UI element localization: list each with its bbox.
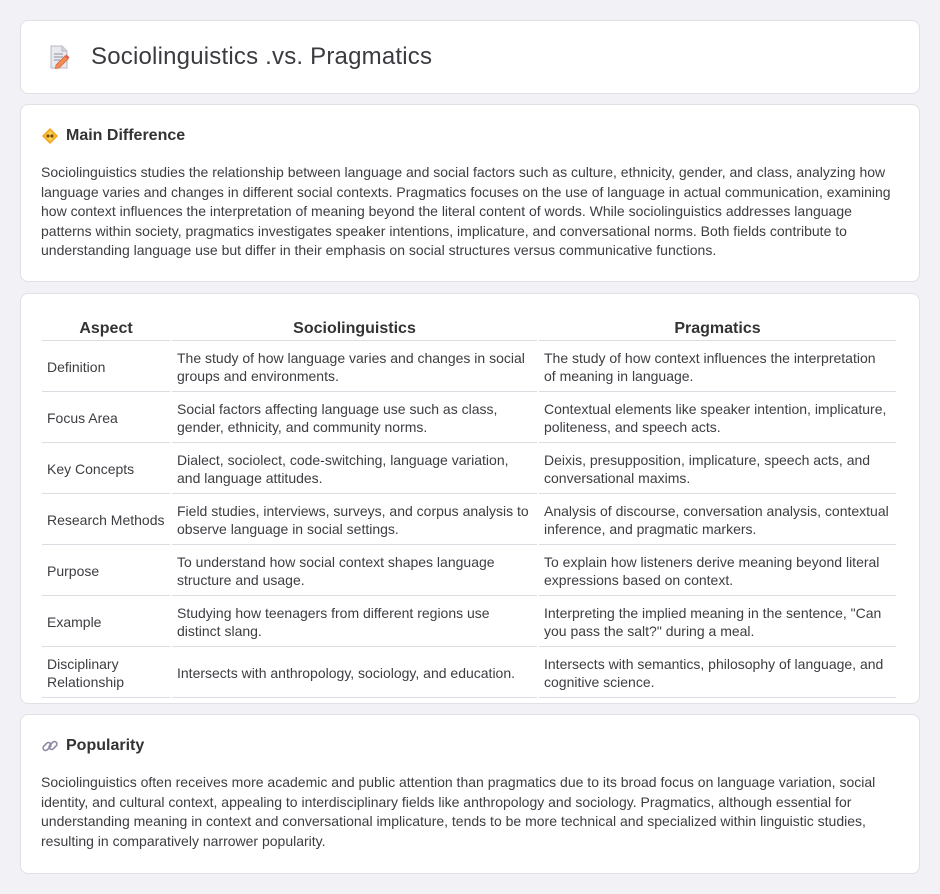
table-row	[42, 598, 896, 647]
main-difference-card	[20, 104, 920, 282]
comparison-card	[20, 293, 920, 704]
popularity-text: Sociolinguistics often receives more academic and public attention than pragmatics due to its broad focus on language variation, social identity, and cultural context, appealing to interdisciplinary fields like anthropology and sociology. Pragmatics, although essential for understanding meaning in context and conversational implicature, tends to be more technical and specialized within linguistic studies, resulting in comparatively narrower popularity.	[41, 774, 876, 849]
sociolinguistics-cell: Studying how teenagers from different regions use distinct slang.	[172, 598, 537, 647]
aspect-cell: Example	[42, 598, 170, 647]
sociolinguistics-cell: The study of how language varies and changes in social groups and environments.	[172, 343, 537, 392]
aspect-cell: Focus Area	[42, 394, 170, 443]
document-pencil-icon	[45, 43, 73, 71]
table-row	[42, 649, 896, 698]
table-row	[42, 343, 896, 392]
sociolinguistics-cell: To understand how social context shapes language structure and usage.	[172, 547, 537, 596]
column-header-aspect: Aspect	[42, 316, 170, 341]
main-difference-heading	[41, 127, 899, 145]
table-row	[42, 496, 896, 545]
diamond-badge-icon	[41, 127, 59, 145]
table-row	[42, 547, 896, 596]
table-header-row	[42, 316, 896, 341]
sociolinguistics-cell: Dialect, sociolect, code-switching, language variation, and language attitudes.	[172, 445, 537, 494]
pragmatics-cell: To explain how listeners derive meaning beyond literal expressions based on context.	[539, 547, 896, 596]
column-header-sociolinguistics: Sociolinguistics	[172, 316, 537, 341]
sociolinguistics-cell: Social factors affecting language use such as class, gender, ethnicity, and community norms.	[172, 394, 537, 443]
aspect-cell: Purpose	[42, 547, 170, 596]
table-row	[42, 445, 896, 494]
aspect-cell: Definition	[42, 343, 170, 392]
pragmatics-cell: Contextual elements like speaker intention, implicature, politeness, and speech acts.	[539, 394, 896, 443]
pragmatics-cell: Interpreting the implied meaning in the sentence, "Can you pass the salt?" during a meal.	[539, 598, 896, 647]
pragmatics-cell: The study of how context influences the interpretation of meaning in language.	[539, 343, 896, 392]
popularity-title: Popularity	[66, 737, 145, 754]
main-difference-title: Main Difference	[66, 127, 186, 144]
pragmatics-cell: Intersects with semantics, philosophy of language, and cognitive science.	[539, 649, 896, 698]
aspect-cell: Disciplinary Relationship	[42, 649, 170, 698]
header-card	[20, 20, 920, 94]
page-title: Sociolinguistics .vs. Pragmatics	[91, 43, 433, 70]
popularity-heading	[41, 737, 899, 755]
column-header-pragmatics: Pragmatics	[539, 316, 896, 341]
table-row	[42, 394, 896, 443]
aspect-cell: Key Concepts	[42, 445, 170, 494]
aspect-cell: Research Methods	[42, 496, 170, 545]
sociolinguistics-cell: Intersects with anthropology, sociology, and education.	[172, 649, 537, 698]
main-difference-text: Sociolinguistics studies the relationship between language and social factors such as culture, ethnicity, gender, and class, analyzing how language varies and changes in different social contexts. Pragmatics focuses on the use of language in actual communication, examining how context influences the interpretation of meaning beyond the literal content of words. While sociolinguistics addresses language patterns within society, pragmatics investigates speaker intentions, implicature, and conversational norms. Both fields contribute to understanding language use but differ in their emphasis on social structures versus communicative functions.	[41, 164, 891, 259]
pragmatics-cell: Deixis, presupposition, implicature, speech acts, and conversational maxims.	[539, 445, 896, 494]
sociolinguistics-cell: Field studies, interviews, surveys, and corpus analysis to observe language in social settings.	[172, 496, 537, 545]
popularity-card	[20, 714, 920, 874]
comparison-table	[40, 314, 898, 700]
link-icon	[41, 737, 59, 755]
pragmatics-cell: Analysis of discourse, conversation analysis, contextual inference, and pragmatic markers.	[539, 496, 896, 545]
